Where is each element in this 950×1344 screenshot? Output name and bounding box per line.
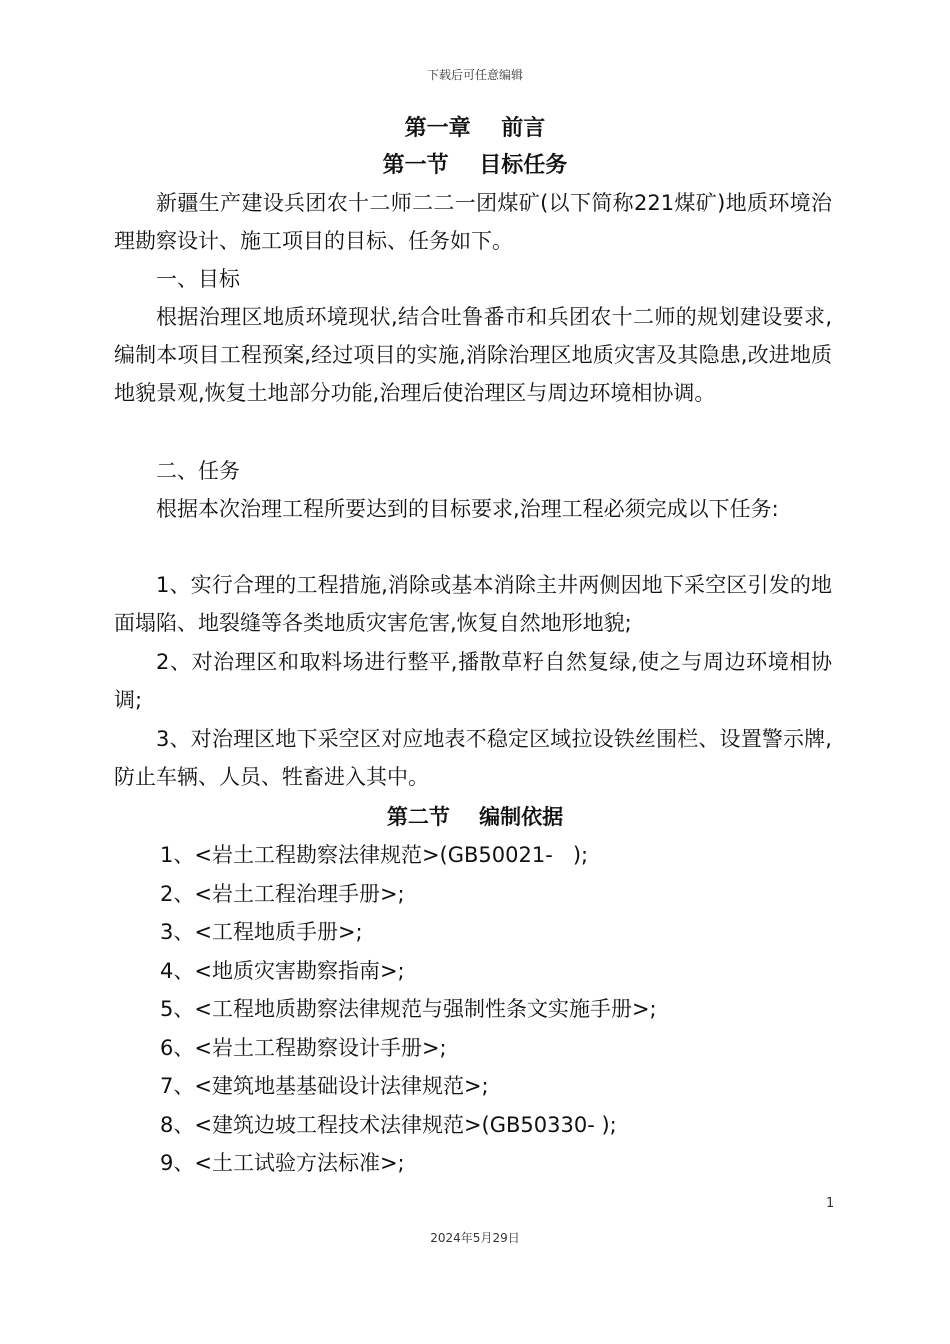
reference-item: 2、<岩土工程治理手册>;	[160, 881, 405, 906]
reference-item: 8、<建筑边坡工程技术法律规范>(GB50330- );	[160, 1112, 617, 1137]
page-header-note: 下载后可任意编辑	[426, 68, 523, 82]
intro-paragraph: 新疆生产建设兵团农十二师二二一团煤矿(以下简称221煤矿)地质环境治理勘察设计、施工项目的目标、任务如下。	[114, 191, 832, 253]
reference-item: 3、<工程地质手册>;	[160, 920, 363, 944]
page-number: 1	[826, 1196, 835, 1211]
section-title-goals: 第一节 目标任务	[382, 153, 568, 178]
task-intro-paragraph: 根据本次治理工程所要达到的目标要求,治理工程必须完成以下任务:	[156, 497, 779, 521]
reference-item: 4、<地质灾害勘察指南>;	[160, 958, 405, 983]
reference-list	[160, 836, 657, 1183]
reference-item: 1、<岩土工程勘察法律规范>(GB50021- );	[160, 843, 589, 867]
reference-item: 6、<岩土工程勘察设计手册>;	[160, 1035, 447, 1060]
chapter-title: 第一章 前言	[404, 116, 546, 141]
reference-item: 9、<土工试验方法标准>;	[160, 1151, 405, 1175]
task-heading: 二、任务	[156, 459, 240, 483]
task-item: 1、实行合理的工程措施,消除或基本消除主井两侧因地下采空区引发的地面塌陷、地裂缝等各类地质灾害危害,恢复自然地形地貌;	[114, 573, 832, 635]
reference-item: 5、<工程地质勘察法律规范与强制性条文实施手册>;	[160, 997, 657, 1021]
goal-heading: 一、目标	[156, 267, 240, 291]
reference-item: 7、<建筑地基基础设计法律规范>;	[160, 1074, 489, 1098]
section-title-basis: 第二节 编制依据	[386, 805, 564, 829]
task-item: 3、对治理区地下采空区对应地表不稳定区域拉设铁丝围栏、设置警示牌,防止车辆、人员、牲畜进入其中。	[114, 727, 832, 789]
task-item: 2、对治理区和取料场进行整平,播散草籽自然复绿,使之与周边环境相协调;	[114, 650, 832, 712]
goal-paragraph: 根据治理区地质环境现状,结合吐鲁番市和兵团农十二师的规划建设要求,编制本项目工程预案,经过项目的实施,消除治理区地质灾害及其隐患,改进地质地貌景观,恢复土地部分功能,治理后使治理区与周边环境相协调。	[114, 305, 832, 405]
footer-date: 2024年5月29日	[430, 1231, 520, 1245]
